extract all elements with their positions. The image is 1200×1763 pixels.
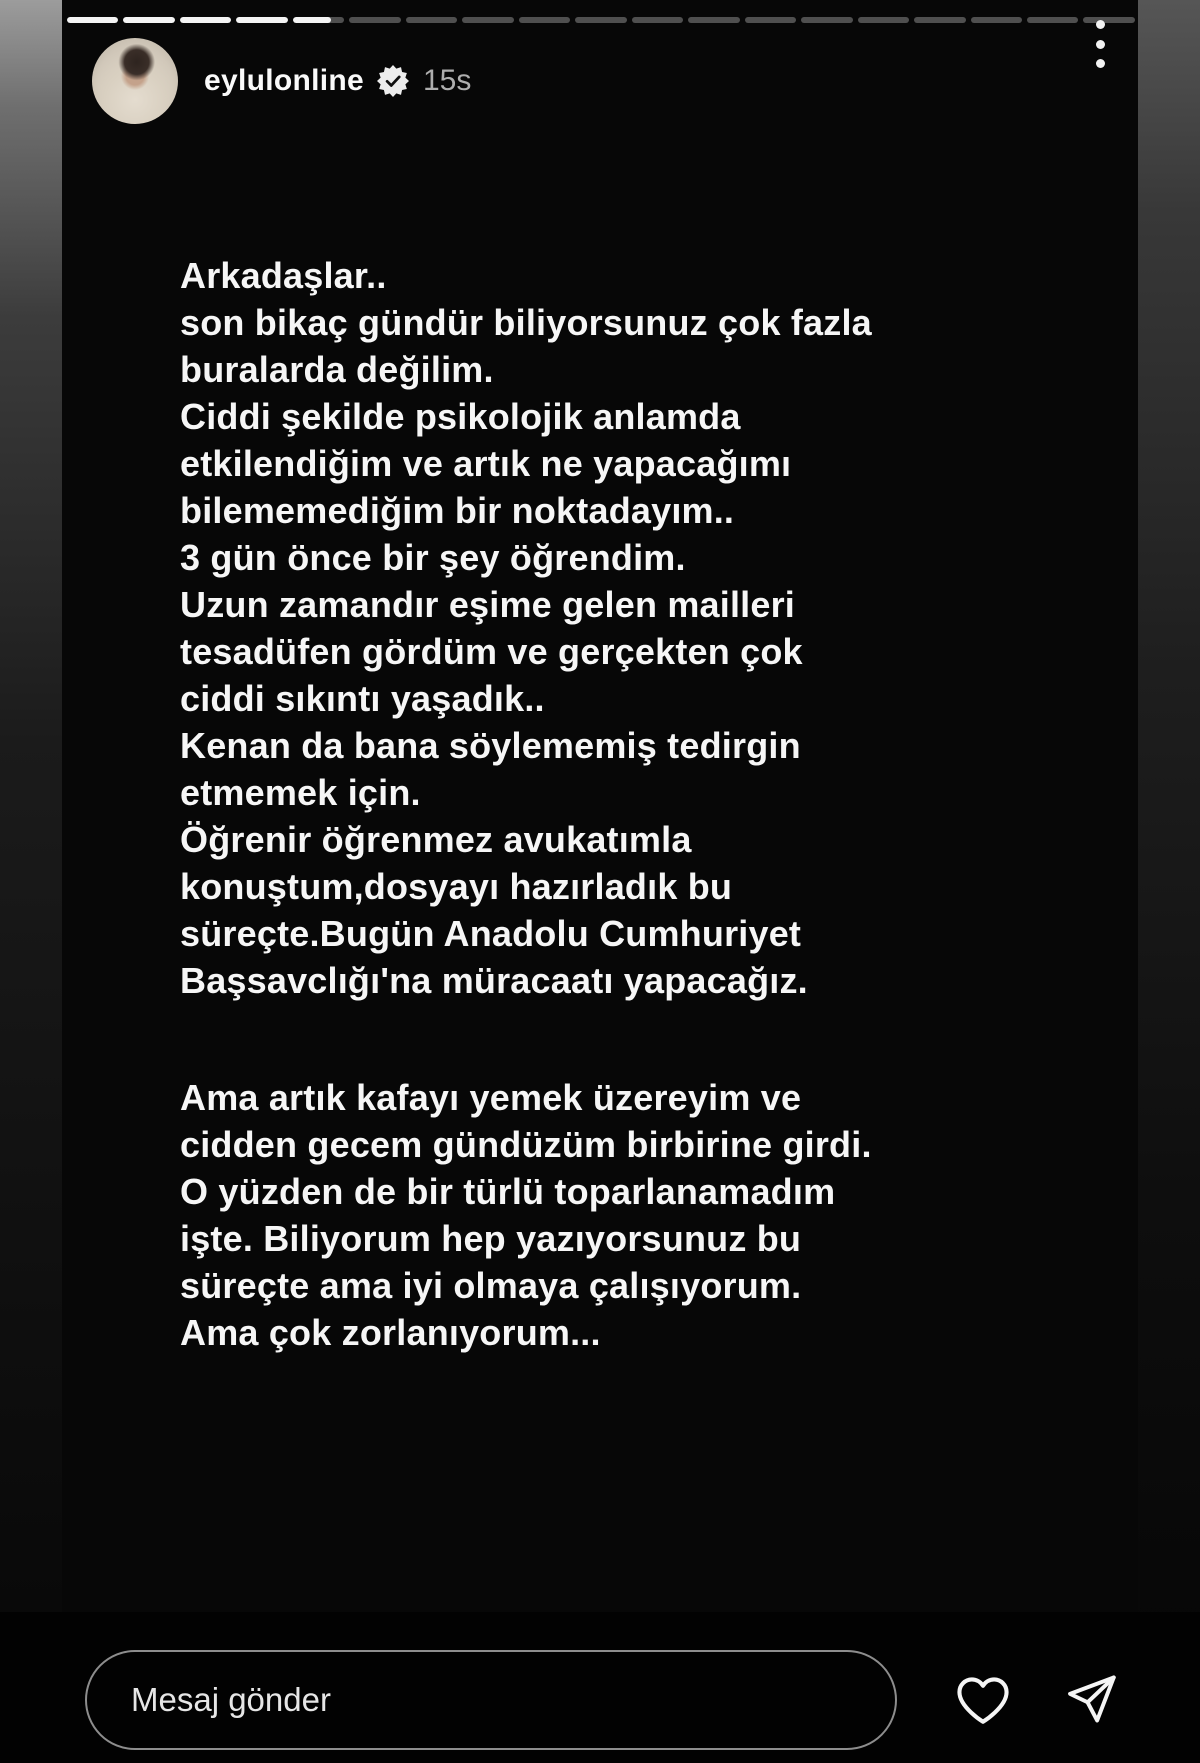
progress-segment (1027, 17, 1078, 23)
story-text-line: konuştum,dosyayı hazırladık bu (180, 866, 733, 907)
next-story-edge[interactable] (1138, 0, 1200, 1763)
story-text-line: bilememediğim bir noktadayım.. (180, 490, 735, 531)
story-text-line: süreçte ama iyi olmaya çalışıyorum. (180, 1265, 802, 1306)
avatar[interactable] (92, 38, 178, 124)
story-text-line: etmemek için. (180, 772, 421, 813)
previous-story-edge[interactable] (0, 0, 62, 1763)
story-text-line: Uzun zamandır eşime gelen mailleri (180, 584, 796, 625)
story-text-line: Ama çok zorlanıyorum... (180, 1312, 601, 1353)
progress-segment (632, 17, 683, 23)
like-button[interactable] (952, 1672, 1014, 1730)
story-text-line: süreçte.Bugün Anadolu Cumhuriyet (180, 913, 802, 954)
heart-outline-icon (954, 1673, 1012, 1727)
progress-segment (349, 17, 400, 23)
progress-segment (236, 17, 287, 23)
story-text-line: ciddi sıkıntı yaşadık.. (180, 678, 545, 719)
story-timestamp: 15s (423, 64, 472, 97)
progress-segment (575, 17, 626, 23)
progress-segment (180, 17, 231, 23)
progress-segment (914, 17, 965, 23)
progress-segment (406, 17, 457, 23)
story-text-line: 3 gün önce bir şey öğrendim. (180, 537, 686, 578)
story-composer (0, 1612, 1200, 1763)
progress-segment (688, 17, 739, 23)
three-dot-menu-icon (1096, 20, 1105, 29)
story-text-line: tesadüfen gördüm ve gerçekten çok (180, 631, 803, 672)
story-text-line: O yüzden de bir türlü toparlanamadım (180, 1171, 836, 1212)
progress-segment (858, 17, 909, 23)
progress-segment (67, 17, 118, 23)
progress-segment (971, 17, 1022, 23)
story-text-line: buralarda değilim. (180, 349, 494, 390)
story-text-line: Öğrenir öğrenmez avukatımla (180, 819, 692, 860)
share-button[interactable] (1062, 1670, 1122, 1730)
progress-segment (519, 17, 570, 23)
story-text-line: son bikaç gündür biliyorsunuz çok fazla (180, 302, 872, 343)
story-text-line: Ama artık kafayı yemek üzereyim ve (180, 1077, 802, 1118)
progress-segment (123, 17, 174, 23)
story-header (92, 36, 1114, 126)
story-text-line: Ciddi şekilde psikolojik anlamda (180, 396, 741, 437)
verified-badge-icon (377, 65, 409, 97)
story-text-line: cidden gecem gündüzüm birbirine girdi. (180, 1124, 872, 1165)
progress-segment (801, 17, 852, 23)
story-options-button[interactable] (1088, 14, 1112, 74)
story-card (62, 0, 1138, 1612)
paper-plane-icon (1064, 1671, 1120, 1727)
progress-segment (462, 17, 513, 23)
story-text-line: işte. Biliyorum hep yazıyorsunuz bu (180, 1218, 802, 1259)
story-text-line: Kenan da bana söylememiş tedirgin (180, 725, 801, 766)
story-text-line: Arkadaşlar.. (180, 255, 387, 296)
username[interactable]: eylulonline (204, 64, 364, 97)
story-text-line (180, 1004, 1080, 1074)
story-text-line: etkilendiğim ve artık ne yapacağımı (180, 443, 792, 484)
progress-segment (293, 17, 344, 23)
story-progress-bar (67, 17, 1135, 23)
story-text-block (180, 252, 1080, 1356)
message-input[interactable] (85, 1650, 897, 1750)
story-text-line: Başsavclığı'na müracaatı yapacağız. (180, 960, 808, 1001)
progress-segment (745, 17, 796, 23)
